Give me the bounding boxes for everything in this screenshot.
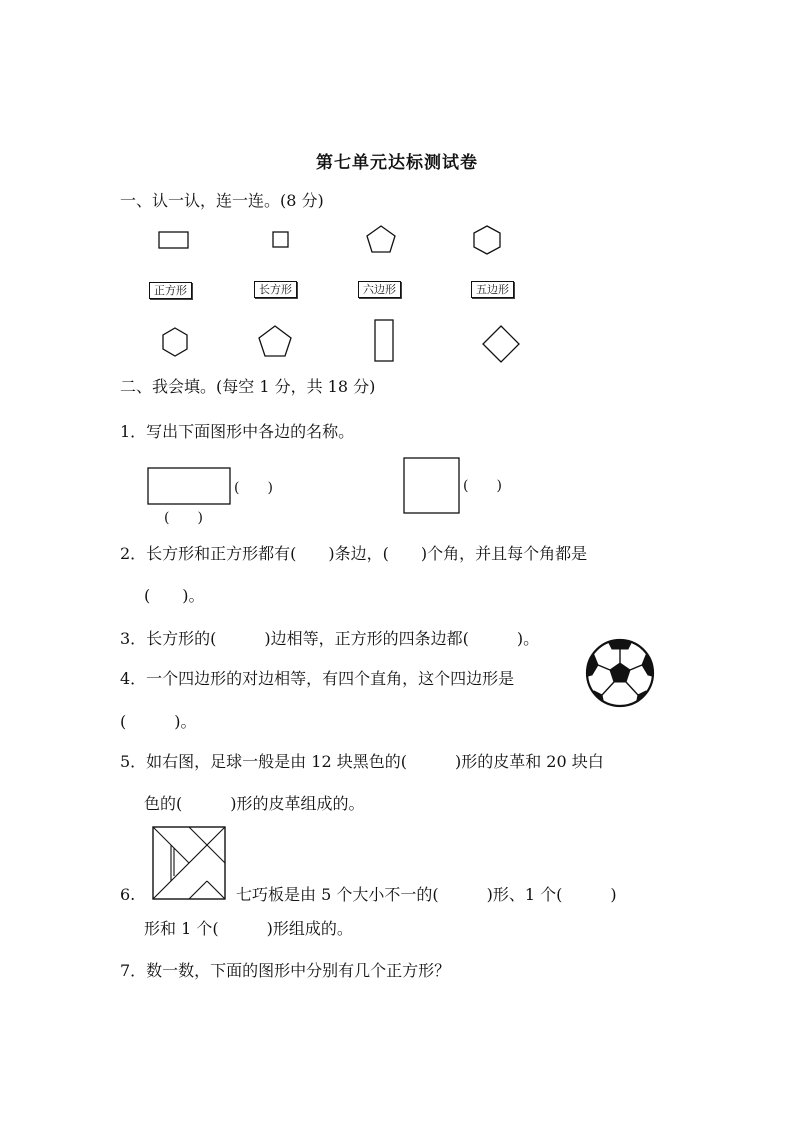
rectangle-shape-bottom bbox=[375, 320, 393, 361]
q1-square bbox=[404, 458, 459, 513]
pentagon-shape-bottom bbox=[259, 326, 291, 356]
q1-blank-rect-bottom[interactable]: ( ) bbox=[164, 510, 203, 526]
question-6-line2: 形和 1 个( )形组成的。 bbox=[144, 919, 353, 938]
soccer-ball-icon bbox=[584, 637, 656, 709]
diamond-shape-bottom bbox=[483, 326, 519, 362]
section1-bottom-shapes bbox=[150, 316, 550, 366]
question-5-line2: 色的( )形的皮革组成的。 bbox=[144, 794, 365, 813]
label-rectangle[interactable]: 长方形 bbox=[254, 281, 297, 298]
tangram-figure bbox=[152, 826, 228, 902]
section1-top-shapes bbox=[150, 222, 550, 262]
hexagon-shape-top bbox=[474, 226, 500, 254]
question-1: 1．写出下面图形中各边的名称。 bbox=[120, 422, 355, 441]
page-title: 第七单元达标测试卷 bbox=[316, 153, 478, 173]
question-7: 7．数一数，下面的图形中分别有几个正方形？ bbox=[120, 961, 451, 980]
label-square[interactable]: 正方形 bbox=[149, 282, 192, 299]
q1-rectangle bbox=[148, 468, 230, 504]
section2-heading: 二、我会填。(每空 1 分，共 18 分) bbox=[120, 377, 376, 396]
label-pentagon[interactable]: 五边形 bbox=[471, 281, 514, 298]
section1-heading: 一、认一认，连一连。(8 分) bbox=[120, 191, 324, 210]
question-3: 3．长方形的( )边相等，正方形的四条边都( )。 bbox=[120, 629, 540, 648]
question-6-number: 6. bbox=[120, 885, 136, 904]
hexagon-shape-bottom bbox=[163, 328, 187, 356]
square-shape-top bbox=[273, 232, 288, 247]
question-6-line1: 七巧板是由 5 个大小不一的( )形、1 个( ) bbox=[236, 885, 617, 904]
question-4-line1: 4．一个四边形的对边相等，有四个直角，这个四边形是 bbox=[120, 669, 515, 688]
q1-blank-rect-right[interactable]: ( ) bbox=[234, 480, 273, 496]
question-4-line2: ( )。 bbox=[120, 712, 197, 731]
rectangle-shape-top bbox=[159, 232, 188, 248]
label-hexagon[interactable]: 六边形 bbox=[358, 281, 401, 298]
question-5-line1: 5．如右图，足球一般是由 12 块黑色的( )形的皮革和 20 块白 bbox=[120, 752, 604, 771]
q1-blank-square-right[interactable]: ( ) bbox=[463, 478, 502, 494]
question-2-line1: 2．长方形和正方形都有( )条边，( )个角，并且每个角都是 bbox=[120, 544, 588, 563]
question-2-line2: ( )。 bbox=[144, 586, 205, 605]
pentagon-shape-top bbox=[367, 226, 395, 252]
